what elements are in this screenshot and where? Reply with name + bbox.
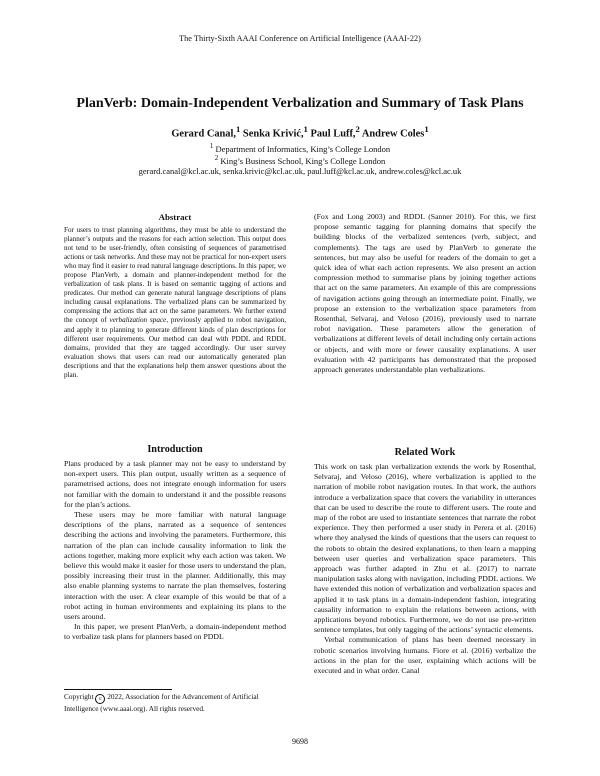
abstract-heading: Abstract — [158, 212, 192, 222]
copyright-text: 2022, Association for the Advancement of Artificial Intelligence (www.aaai.org). All rights reserved. — [64, 692, 259, 713]
paragraph: Verbal communication of plans has been deemed necessary in robotic scenarios involving humans. Fiore et al. (2016) verbalize the actions in the plan for the user, explaining which actions will be executed and in what order. Canal — [314, 635, 536, 676]
affiliation-marker: 2 — [214, 154, 219, 162]
paper-title: PlanVerb: Domain-Independent Verbalization and Summary of Task Plans — [76, 96, 524, 111]
abstract-text-part: For users to trust planning algorithms, they must be able to understand the planner’s outputs and the reasons for each action selection. This output does not tend to be user-friendly, often consisting of sequences of parametrised actions or task networks. And these may not be practical for non-expert users who may find it easier to read natural language descriptions. In this paper, we propose PlanVerb, a domain and planner-independent method for the verbalization of task plans. It is based on semantic tagging of actions and predicates. Our method can generate natural language descriptions of plans including causal explanations. The verbalized plans can be summarized by compressing the actions that act on the same parameters. We further extend the concept of — [64, 226, 286, 325]
copyright-icon: c — [95, 694, 105, 704]
paragraph: This work on task plan verbalization extends the work by Rosenthal, Selvaraj, and Veloso (2016), where verbalization is applied to the narration of mobile robot navigation routes. In that work, the authors introduce a verbalization space that covers the variability in utterances that can be used to describe the route to different users. The route and map of the robot are used to instantiate sentences that narrate the robot experience. They then performed a user study in Perera et al. (2016) where they analysed the kinds of questions that the users can request to the robots to obtain the desired explanations, to then learn a mapping between user queries and verbalization space parameters. This approach was further adapted in Zhu et al. (2017) to narrate manipulation tasks along with navigation, including PDDL actions. We have extended this notion of verbalization and verbalization spaces and applied it to task plans in a domain-independent fashion, integrating causality information to explain the relations between actions, with applications beyond robotics. Furthermore, we do not use pre-written sentence templates, but only tagging of the actions’ syntactic elements. — [314, 462, 536, 635]
footnote-divider — [64, 689, 172, 690]
author-emails: gerard.canal@kcl.ac.uk, senka.krivic@kcl.ac.uk, paul.luff@kcl.ac.uk, andrew.coles@kcl.ac.uk — [138, 166, 462, 176]
author-name: Gerard Canal, — [171, 128, 236, 140]
paragraph: These users may be more familiar with natural language descriptions of the plans, narrated as a sequence of sentences describing the actions and involving the parameters. Furthermore, this narration of the plan can include causality information to link the actions together, making more explicit why each action was taken. We believe this would make it easier for those users to understand the plan, possibly increasing their trust in the planner. Additionally, this may also enable planning systems to narrate the plan themselves, fostering interaction with the user. A clear example of this would be that of a robot acting in human environments and explaining its plans to the users around. — [64, 510, 286, 622]
author-name: Paul Luff, — [310, 128, 356, 140]
affiliation-line — [40, 154, 560, 166]
author-affiliation-marker: 1 — [424, 124, 429, 134]
affiliation-line — [40, 142, 560, 154]
abstract-text — [64, 226, 286, 380]
affiliation-text: Department of Informatics, King’s College London — [215, 143, 391, 154]
paragraph: Plans produced by a task planner may not be easy to understand by non-expert users. This plan output, usually written as a sequence of parametrised actions, does not integrate enough information for users not familiar with the domain to understand it and the possible reasons for the plan’s actions. — [64, 459, 286, 509]
related-work-body — [314, 462, 536, 676]
author-affiliation-marker: 1 — [303, 124, 308, 134]
page-number: 9698 — [292, 737, 308, 746]
author-affiliation-marker: 1 — [235, 124, 241, 134]
conference-header: The Thirty-Sixth AAAI Conference on Artificial Intelligence (AAAI-22) — [179, 34, 421, 43]
affiliation-marker: 1 — [209, 142, 214, 150]
abstract-text-part: , previously applied to robot navigation, and apply it to planning to generate different kinds of plan descriptions for different user requirements. Our method can deal with PDDL and RDDL domains, provided that they are tagged accordingly. Our user survey evaluation shows that users can read our automatically generated plan descriptions and that the explanations help them answer questions about the plan. — [64, 316, 286, 379]
affiliation-text: King’s Business School, King’s College London — [220, 155, 386, 166]
introduction-heading: Introduction — [147, 444, 203, 455]
author-affiliation-marker: 2 — [355, 124, 360, 134]
related-work-heading: Related Work — [394, 447, 456, 458]
abstract-emphasis: verbalization space — [109, 316, 167, 325]
author-name: Senka Krivić, — [242, 128, 304, 140]
author-name: Andrew Coles — [361, 128, 425, 140]
introduction-continued: (Fox and Long 2003) and RDDL (Sanner 2010). For this, we first propose semantic tagging for planning domains that specify the building blocks of the verbalized sentences (verb, subject, and complements). The tags are used by PlanVerb to generate the sentences, but may also be useful for readers of the domain to get a quick idea of what each action represents. We also present an action compression method to summarise plans by joining together actions that act on the same parameters. An example of this are compressions of navigation actions going through an intermediate point. Finally, we propose an extension to the verbalization space parameters from Rosenthal, Selvaraj, and Veloso (2016), previously used to narrate robot navigation. These parameters allow the generation of verbalizations at different levels of detail including only certain actions or objects, and with more or fewer causality explanations. A user evaluation with 42 participants has demonstrated that the proposed approach generates understandable plan verbalizations. — [314, 212, 536, 375]
copyright-footnote — [64, 692, 290, 713]
copyright-prefix: Copyright — [64, 692, 94, 701]
introduction-body — [64, 459, 286, 643]
author-list — [40, 124, 560, 139]
paragraph: In this paper, we present PlanVerb, a domain-independent method to verbalize task plans for planners based on PDDL — [64, 622, 286, 642]
